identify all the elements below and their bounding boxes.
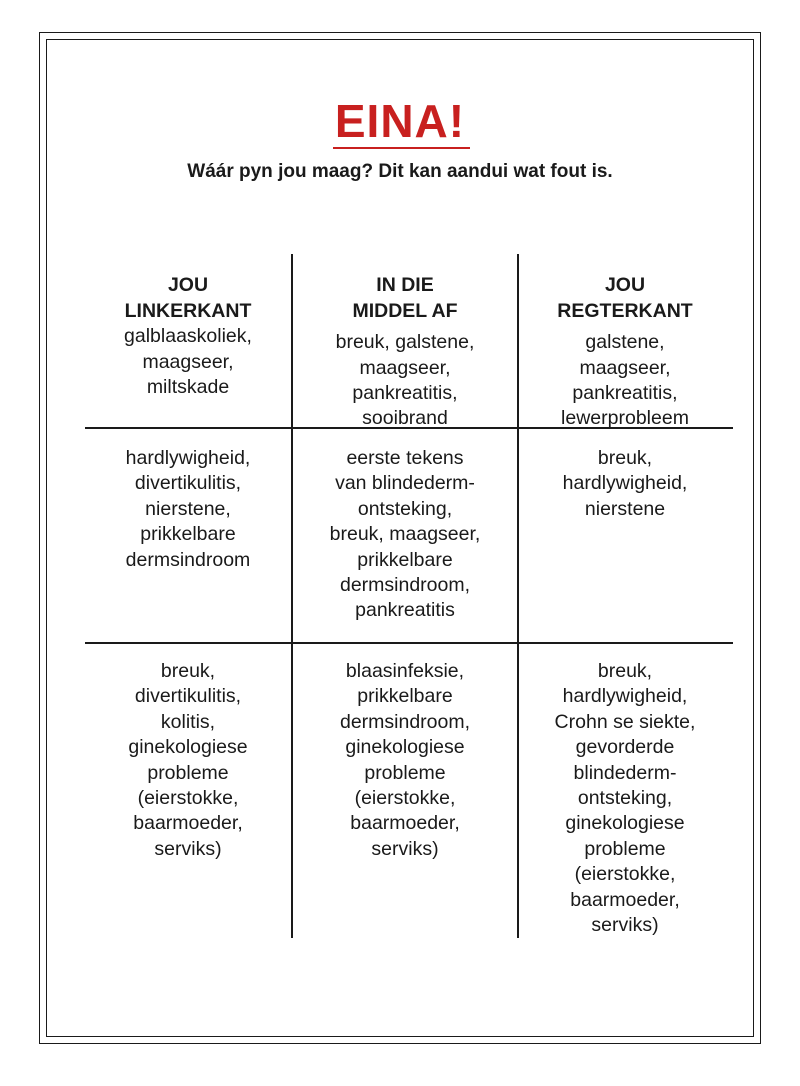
row-divider-2 bbox=[85, 642, 733, 644]
column-header-middle: IN DIE MIDDEL AF bbox=[352, 274, 458, 322]
table-cell-left-lower: breuk, divertikulitis, kolitis, ginekologiese probleme (eierstokke, baarmoeder, serviks) bbox=[128, 660, 248, 860]
table-cell-left-upper bbox=[88, 248, 288, 400]
table-cell-right-middle: breuk, hardlywigheid, nierstene bbox=[562, 447, 688, 520]
cell-text: galblaaskoliek, maagseer, miltskade bbox=[124, 325, 252, 399]
column-header-left: JOU LINKERKANT bbox=[124, 274, 252, 322]
table-cell-middle-middle: eerste tekens van blindederm- ontsteking, breuk, maagseer, prikkelbare dermsindroom, pankreatitis bbox=[329, 447, 481, 622]
column-divider-1 bbox=[291, 254, 293, 938]
page-title: EINA! bbox=[334, 95, 466, 147]
table-cell-left-middle: hardlywigheid, divertikulitis, nierstene, prikkelbare dermsindroom bbox=[125, 447, 251, 571]
table-cell-right-lower: breuk, hardlywigheid, Crohn se siekte, gevorderde blindederm- ontsteking, ginekologiese probleme (eierstokke, baarmoeder, serviks) bbox=[554, 660, 696, 937]
cell-text: breuk, galstene, maagseer, pankreatitis, sooibrand bbox=[335, 331, 475, 430]
table-cell-middle-upper bbox=[295, 248, 515, 432]
column-header-right: JOU REGTERKANT bbox=[557, 274, 693, 322]
page-subtitle: Wáár pyn jou maag? Dit kan aandui wat fout is. bbox=[187, 161, 613, 182]
column-divider-2 bbox=[517, 254, 519, 938]
title-underline bbox=[333, 147, 470, 149]
table-cell-middle-lower: blaasinfeksie, prikkelbare dermsindroom, ginekologiese probleme (eierstokke, baarmoeder, serviks) bbox=[339, 660, 471, 860]
table-cell-right-upper bbox=[520, 248, 730, 432]
cell-text: galstene, maagseer, pankreatitis, lewerprobleem bbox=[561, 331, 689, 430]
